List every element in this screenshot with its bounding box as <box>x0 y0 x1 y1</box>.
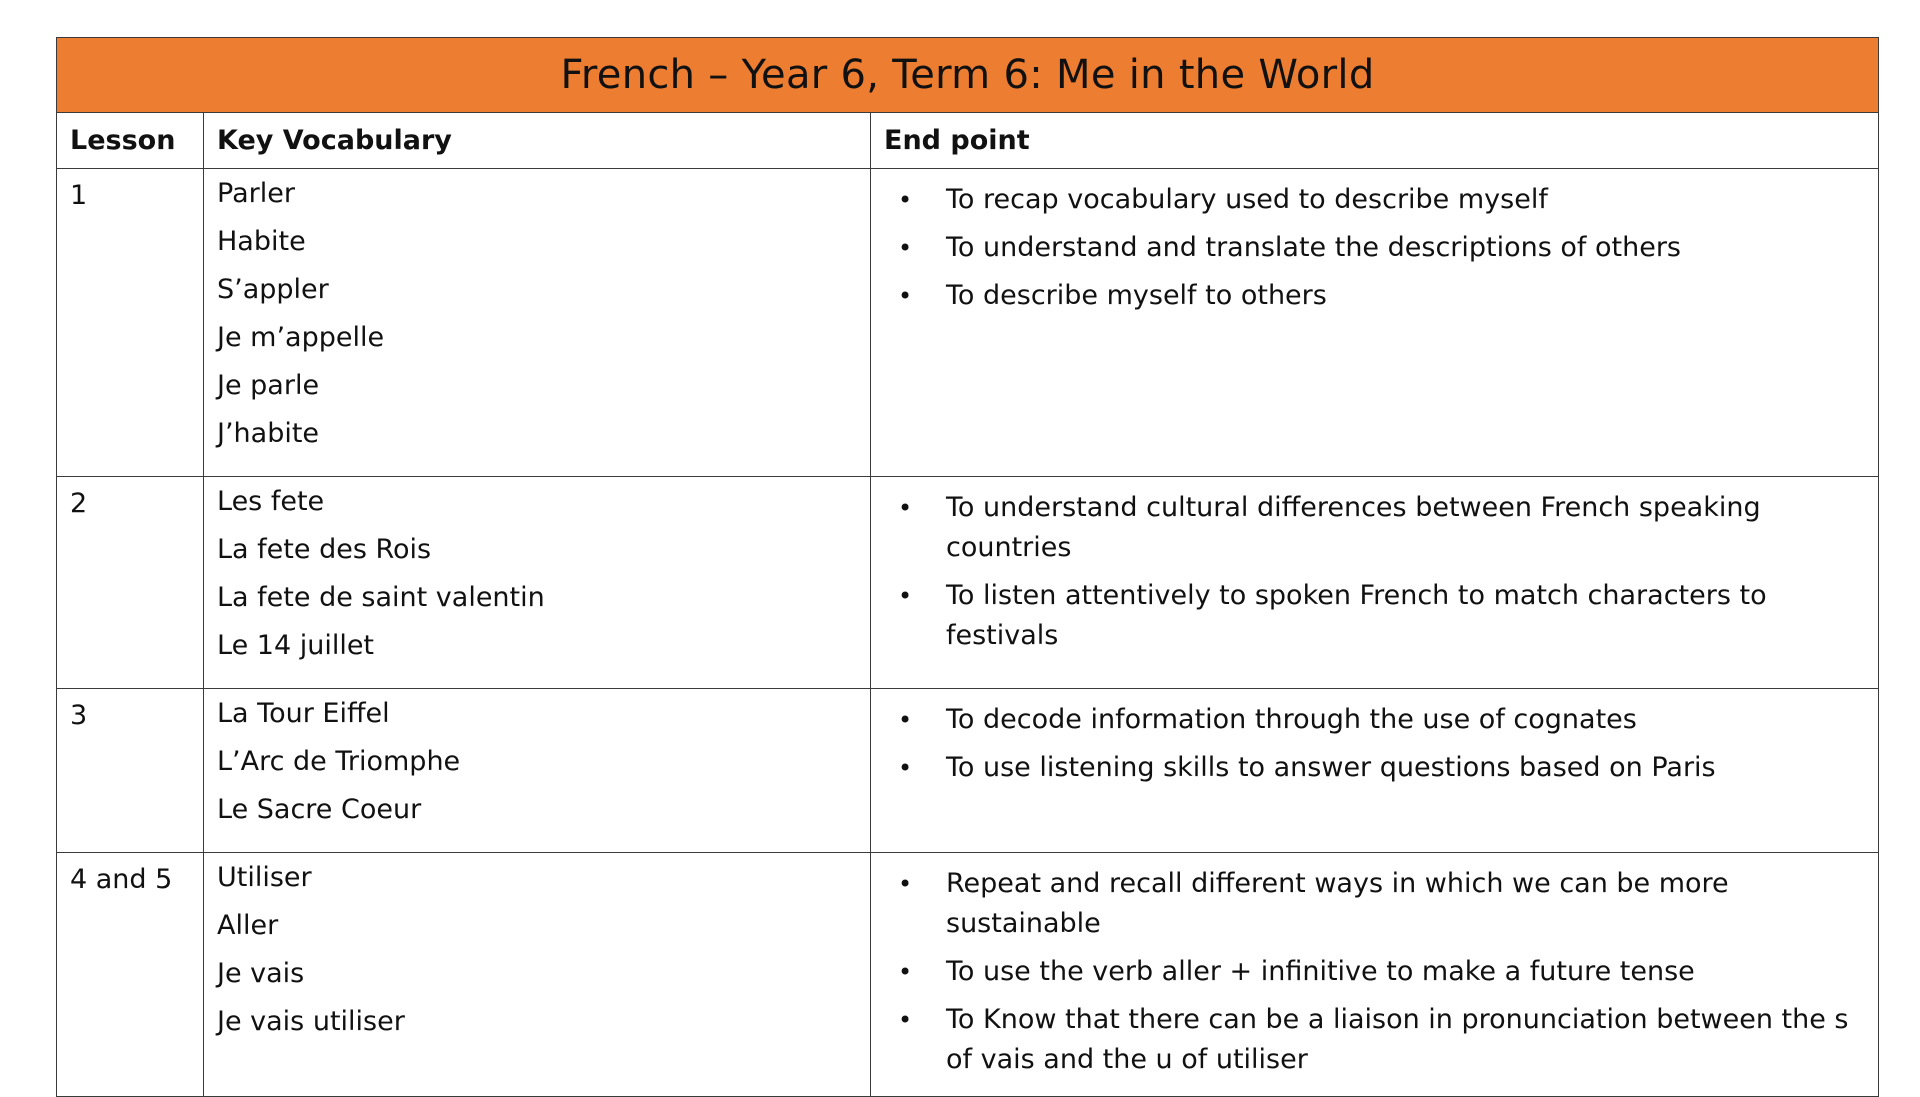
vocab-item: Je vais <box>217 958 305 989</box>
table-row <box>57 853 1879 1097</box>
header-end-point: End point <box>871 113 1879 169</box>
end-point-item <box>871 488 1858 568</box>
vocab-item: La Tour Eiffel <box>217 698 390 729</box>
end-point-text: To Know that there can be a liaison in pronunciation between the s of vais and the u of utiliser <box>946 1004 1849 1075</box>
key-vocabulary-cell <box>204 477 871 689</box>
vocab-item: J’habite <box>217 418 320 449</box>
end-point-item <box>871 576 1858 656</box>
end-point-item <box>871 180 1858 220</box>
vocab-item: Utiliser <box>217 862 312 893</box>
title-row <box>57 38 1879 113</box>
end-point-text: To describe myself to others <box>946 280 1327 311</box>
bullet-icon: • <box>898 582 913 610</box>
table-body <box>57 169 1879 1097</box>
vocab-item: Les fete <box>217 486 325 517</box>
bullet-icon: • <box>898 958 913 986</box>
vocab-item: Je m’appelle <box>217 322 385 353</box>
vocab-item: La fete de saint valentin <box>217 582 545 613</box>
table-row <box>57 477 1879 689</box>
bullet-icon: • <box>898 186 913 214</box>
key-vocabulary-cell <box>204 169 871 477</box>
table-row <box>57 689 1879 853</box>
lesson-number: 3 <box>57 689 204 853</box>
vocab-item: Je vais utiliser <box>217 1006 405 1037</box>
bullet-icon: • <box>898 234 913 262</box>
end-point-item <box>871 1000 1858 1080</box>
vocab-item: Parler <box>217 178 295 209</box>
vocab-item: S’appler <box>217 274 329 305</box>
end-point-text: To use the verb aller + infinitive to make a future tense <box>946 956 1695 987</box>
end-point-cell <box>871 689 1879 853</box>
end-point-item <box>871 952 1858 992</box>
end-point-item <box>871 748 1858 788</box>
key-vocabulary-cell <box>204 853 871 1097</box>
end-point-list <box>871 700 1858 788</box>
bullet-icon: • <box>898 870 913 898</box>
page-title: French – Year 6, Term 6: Me in the World <box>57 38 1879 113</box>
header-lesson: Lesson <box>57 113 204 169</box>
header-key-vocabulary: Key Vocabulary <box>204 113 871 169</box>
end-point-text: To decode information through the use of cognates <box>946 704 1637 735</box>
end-point-cell <box>871 853 1879 1097</box>
end-point-text: To understand cultural differences between French speaking countries <box>946 492 1761 563</box>
end-point-item <box>871 864 1858 944</box>
vocab-item: Le 14 juillet <box>217 630 375 661</box>
end-point-item <box>871 228 1858 268</box>
bullet-icon: • <box>898 282 913 310</box>
vocab-item: Habite <box>217 226 306 257</box>
vocab-item: Je parle <box>217 370 320 401</box>
end-point-text: To listen attentively to spoken French to match characters to festivals <box>946 580 1767 651</box>
header-row <box>57 113 1879 169</box>
vocab-item: Aller <box>217 910 279 941</box>
key-vocabulary-cell <box>204 689 871 853</box>
vocab-item: La fete des Rois <box>217 534 432 565</box>
vocab-item: L’Arc de Triomphe <box>217 746 461 777</box>
lesson-number: 4 and 5 <box>57 853 204 1097</box>
end-point-text: To understand and translate the descriptions of others <box>946 232 1681 263</box>
vocab-item: Le Sacre Coeur <box>217 794 422 825</box>
table-row <box>57 169 1879 477</box>
end-point-list <box>871 180 1858 316</box>
end-point-cell <box>871 477 1879 689</box>
bullet-icon: • <box>898 706 913 734</box>
end-point-list <box>871 488 1858 656</box>
bullet-icon: • <box>898 754 913 782</box>
end-point-cell <box>871 169 1879 477</box>
end-point-item <box>871 700 1858 740</box>
lesson-number: 1 <box>57 169 204 477</box>
bullet-icon: • <box>898 1006 913 1034</box>
lesson-number: 2 <box>57 477 204 689</box>
end-point-list <box>871 864 1858 1080</box>
end-point-text: Repeat and recall different ways in which we can be more sustainable <box>946 868 1729 939</box>
end-point-text: To recap vocabulary used to describe myself <box>946 184 1548 215</box>
end-point-item <box>871 276 1858 316</box>
end-point-text: To use listening skills to answer questions based on Paris <box>946 752 1716 783</box>
curriculum-table <box>56 37 1879 1097</box>
bullet-icon: • <box>898 494 913 522</box>
